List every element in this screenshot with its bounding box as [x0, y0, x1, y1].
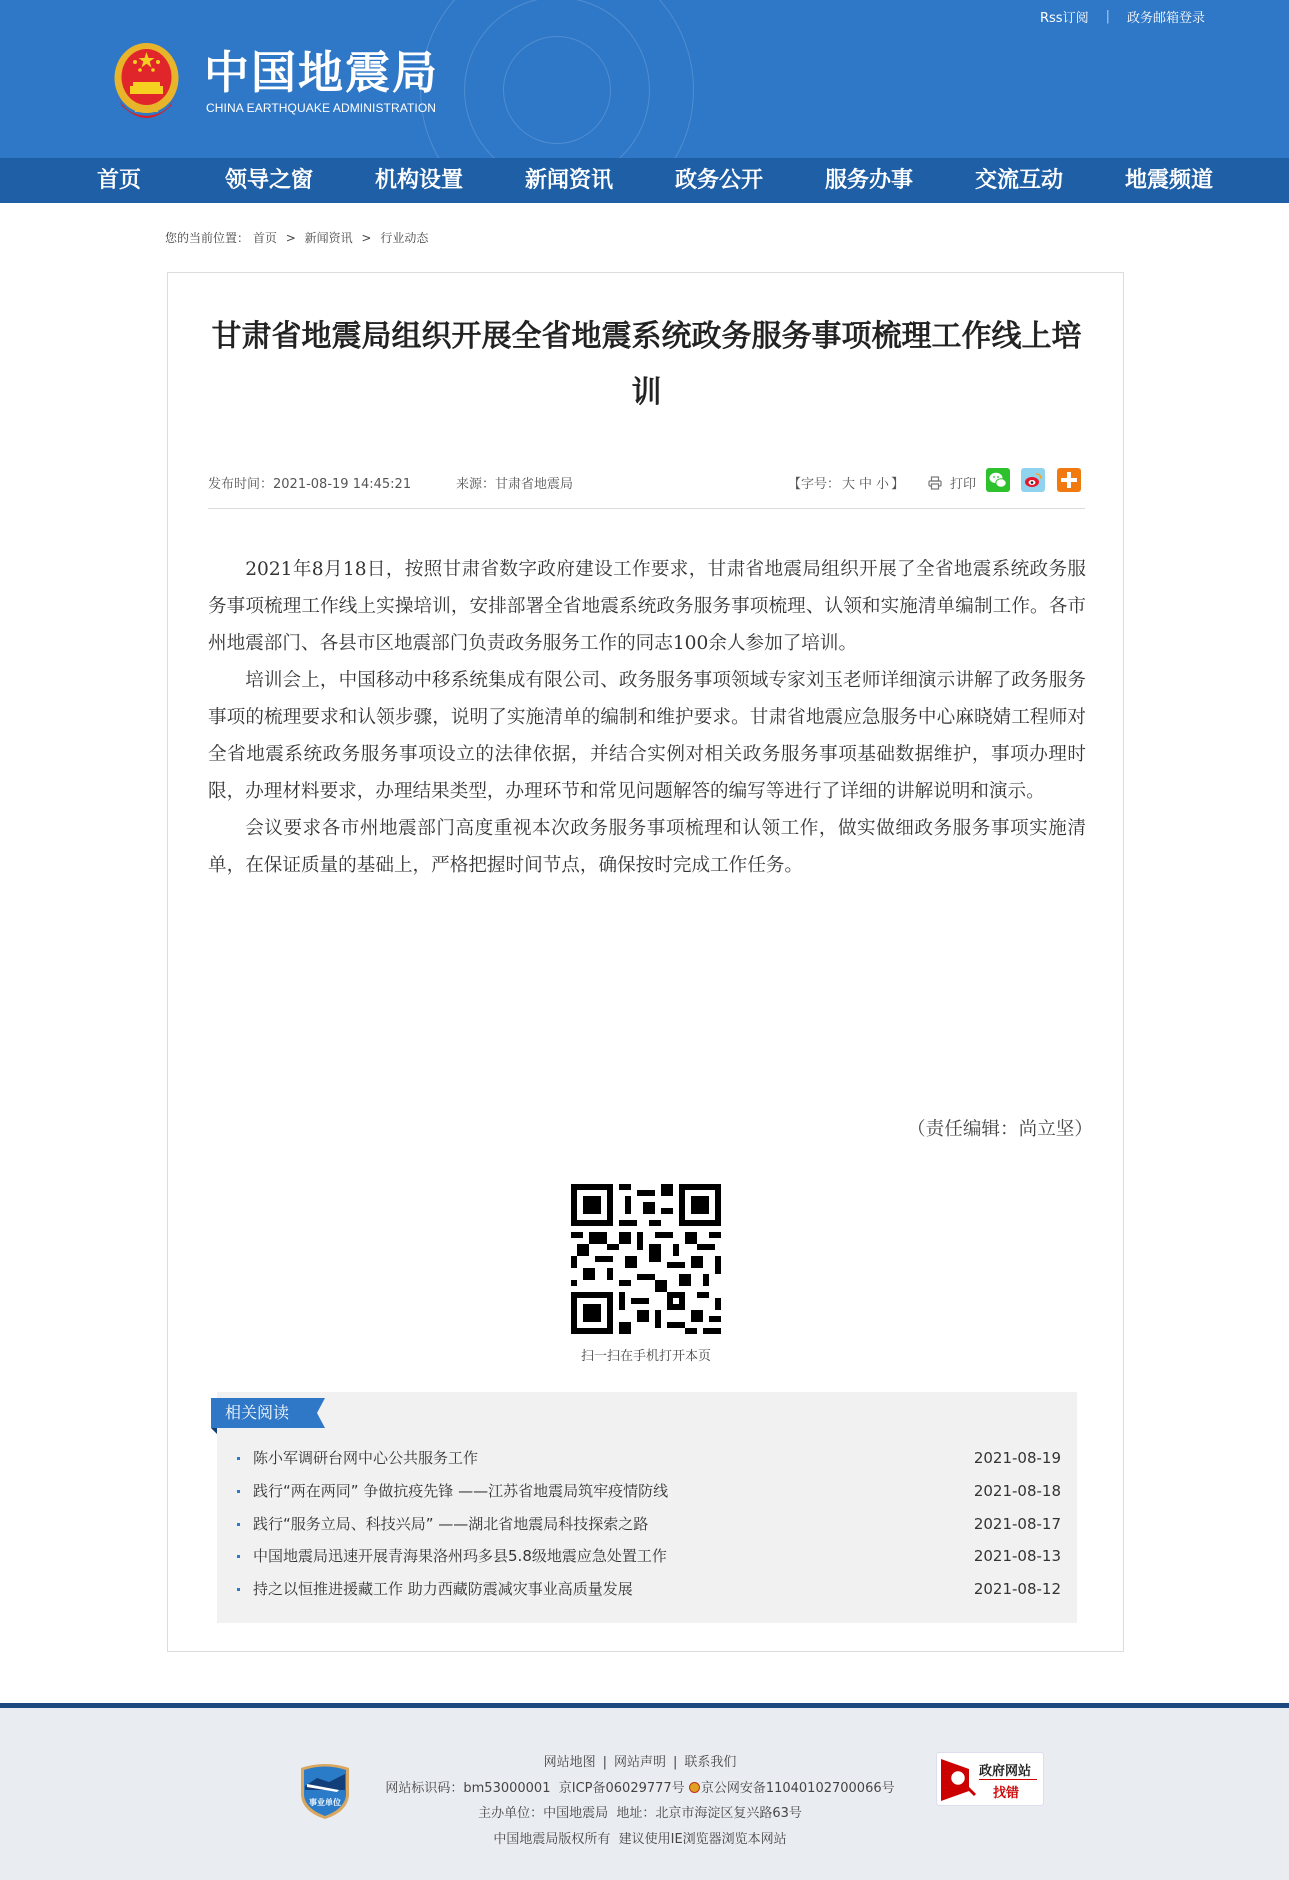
font-size-large[interactable]: 大 [842, 477, 856, 492]
nav-item-services[interactable]: 服务办事 [824, 168, 913, 193]
related-item[interactable] [235, 1442, 1061, 1475]
responsible-editor: （责任编辑：尚立坚） [907, 1119, 1093, 1140]
weibo-icon [1021, 468, 1045, 492]
bullet-icon [237, 1457, 240, 1460]
related-item[interactable] [235, 1508, 1061, 1541]
icp-link[interactable]: 京ICP备06029777号 [558, 1780, 685, 1796]
bullet-icon [237, 1588, 240, 1591]
related-title[interactable]: 践行“两在两同” 争做抗疫先锋 ——江苏省地震局筑牢疫情防线 [253, 1481, 669, 1500]
font-size-medium[interactable]: 中 [859, 477, 873, 492]
gov-mail-login-link[interactable]: 政务邮箱登录 [1126, 11, 1205, 26]
breadcrumb-prefix: 您的当前位置： [165, 231, 250, 245]
publish-time [208, 473, 411, 492]
footer-sponsor [360, 1801, 920, 1827]
source-label: 来源： [456, 477, 496, 492]
divider [208, 508, 1085, 509]
site-title[interactable]: 中国地震局 [204, 46, 440, 99]
footer-registration [360, 1776, 920, 1802]
bullet-icon [237, 1555, 240, 1558]
badge-label: 事业单位 [309, 1798, 341, 1807]
related-date: 2021-08-13 [973, 1547, 1061, 1566]
related-date: 2021-08-18 [973, 1481, 1061, 1500]
article-body [208, 551, 1086, 884]
copyright: 中国地震局版权所有 [493, 1831, 611, 1847]
gov-site-find-error-button[interactable] [936, 1752, 1044, 1806]
related-title[interactable]: 践行“服务立局、科技兴局” ——湖北省地震局科技探索之路 [253, 1514, 649, 1533]
divider: | [673, 1755, 678, 1770]
find-error-line1: 政府网站 [979, 1764, 1032, 1779]
related-list [235, 1442, 1061, 1606]
related-title[interactable]: 中国地震局迅速开展青海果洛州玛多县5.8级地震应急处置工作 [253, 1547, 667, 1566]
font-size-label: 【字号： [788, 477, 841, 492]
share-weibo-button[interactable] [1021, 468, 1045, 492]
nav-item-leaders[interactable]: 领导之窗 [224, 168, 313, 193]
site-statement-link[interactable]: 网站声明 [613, 1755, 666, 1770]
printer-icon [928, 476, 942, 490]
paragraph: 会议要求各市州地震部门高度重视本次政务服务事项梳理和认领工作，做实做细政务服务事项实施清单，在保证质量的基础上，严格把握时间节点，确保按时完成工作任务。 [208, 818, 1086, 876]
breadcrumb [165, 229, 428, 246]
site-footer [0, 1703, 1289, 1880]
nav-item-organization[interactable]: 机构设置 [374, 168, 463, 193]
divider [979, 1779, 1037, 1780]
find-error-line2: 找错 [993, 1786, 1020, 1801]
divider: | [1105, 9, 1110, 24]
contact-us-link[interactable]: 联系我们 [684, 1755, 737, 1770]
source [456, 473, 573, 492]
font-size-small[interactable]: 小 [876, 477, 890, 492]
nav-item-interaction[interactable]: 交流互动 [974, 168, 1063, 193]
print-label: 打印 [950, 477, 977, 492]
related-heading: 相关阅读 [211, 1398, 317, 1428]
browser-note: 建议使用IE浏览器浏览本网站 [618, 1831, 787, 1847]
nav-item-earthquake-channel[interactable]: 地震频道 [1124, 168, 1213, 193]
paragraph: 2021年8月18日，按照甘肃省数字政府建设工作要求，甘肃省地震局组织开展了全省地震系统政务服务事项梳理工作线上实操培训，安排部署全省地震系统政务服务事项梳理、认领和实施清单编制工作。各市州地震部门、各县市区地震部门负责政务服务工作的同志100余人参加了培训。 [208, 559, 1086, 654]
related-reading [217, 1392, 1077, 1623]
site-id: 网站标识码：bm53000001 [385, 1780, 551, 1796]
main-nav [0, 158, 1289, 203]
qr-code-icon [571, 1184, 721, 1334]
footer-links [360, 1750, 920, 1776]
breadcrumb-separator: > [285, 231, 296, 245]
breadcrumb-industry[interactable]: 行业动态 [380, 231, 429, 245]
related-date: 2021-08-12 [973, 1580, 1061, 1599]
article-card [167, 272, 1124, 1652]
article-meta [208, 473, 1085, 493]
breadcrumb-separator: > [361, 231, 372, 245]
breadcrumb-news[interactable]: 新闻资讯 [304, 231, 353, 245]
divider: | [602, 1755, 607, 1770]
related-item[interactable] [235, 1475, 1061, 1508]
publish-time-value: 2021-08-19 14:45:21 [273, 477, 412, 492]
bullet-icon [237, 1490, 240, 1493]
national-emblem-icon[interactable] [113, 42, 180, 122]
site-subtitle: CHINA EARTHQUAKE ADMINISTRATION [206, 101, 437, 115]
font-size-control [788, 473, 904, 492]
related-item[interactable] [235, 1573, 1061, 1606]
bullet-icon [237, 1523, 240, 1526]
footer-info [360, 1750, 920, 1852]
nav-item-gov-affairs[interactable]: 政务公开 [674, 168, 763, 193]
sponsor: 主办单位：中国地震局 [478, 1806, 609, 1821]
plus-icon [1057, 468, 1081, 492]
share-more-button[interactable] [1057, 468, 1081, 492]
nav-item-news[interactable]: 新闻资讯 [524, 168, 613, 193]
breadcrumb-home[interactable]: 首页 [252, 231, 277, 245]
nav-item-home[interactable]: 首页 [96, 168, 141, 193]
share-wechat-button[interactable] [986, 468, 1010, 492]
paragraph: 培训会上，中国移动中移系统集成有限公司、政务服务事项领域专家刘玉老师详细演示讲解了政务服务事项的梳理要求和认领步骤，说明了实施清单的编制和维护要求。甘肃省地震应急服务中心麻晓婧工程师对全省地震系统政务服务事项设立的法律依据，并结合实例对相关政务服务事项基础数据维护，事项办理时限，办理材料要求，办理结果类型，办理环节和常见问题解答的编写等进行了详细的讲解说明和演示。 [208, 670, 1086, 802]
decorative-ring [420, 0, 694, 158]
related-title[interactable]: 持之以恒推进援藏工作 助力西藏防震减灾事业高质量发展 [253, 1580, 633, 1599]
wechat-icon [986, 468, 1010, 492]
related-date: 2021-08-19 [973, 1449, 1061, 1467]
qr-caption: 扫一扫在手机打开本页 [580, 1349, 711, 1364]
public-institution-badge-icon[interactable] [299, 1762, 351, 1820]
related-item[interactable] [235, 1540, 1061, 1573]
top-links [1040, 7, 1205, 26]
police-badge-icon [689, 1782, 700, 1793]
rss-subscribe-link[interactable]: Rss订阅 [1040, 11, 1089, 26]
article-title: 甘肃省地震局组织开展全省地震系统政务服务事项梳理工作线上培训 [211, 319, 1082, 410]
font-size-label-close: 】 [891, 477, 905, 492]
police-record-link[interactable]: 京公网安备11040102700066号 [700, 1780, 895, 1796]
site-header [0, 0, 1289, 158]
publish-label: 发布时间： [208, 477, 274, 492]
related-date: 2021-08-17 [973, 1514, 1061, 1533]
source-value: 甘肃省地震局 [495, 477, 574, 492]
related-title[interactable]: 陈小军调研台网中心公共服务工作 [253, 1449, 479, 1467]
sitemap-link[interactable]: 网站地图 [543, 1755, 596, 1770]
magnifier-icon [939, 1757, 979, 1803]
address: 地址：北京市海淀区复兴路63号 [616, 1806, 802, 1821]
print-button[interactable] [928, 473, 976, 492]
footer-copyright [360, 1827, 920, 1853]
